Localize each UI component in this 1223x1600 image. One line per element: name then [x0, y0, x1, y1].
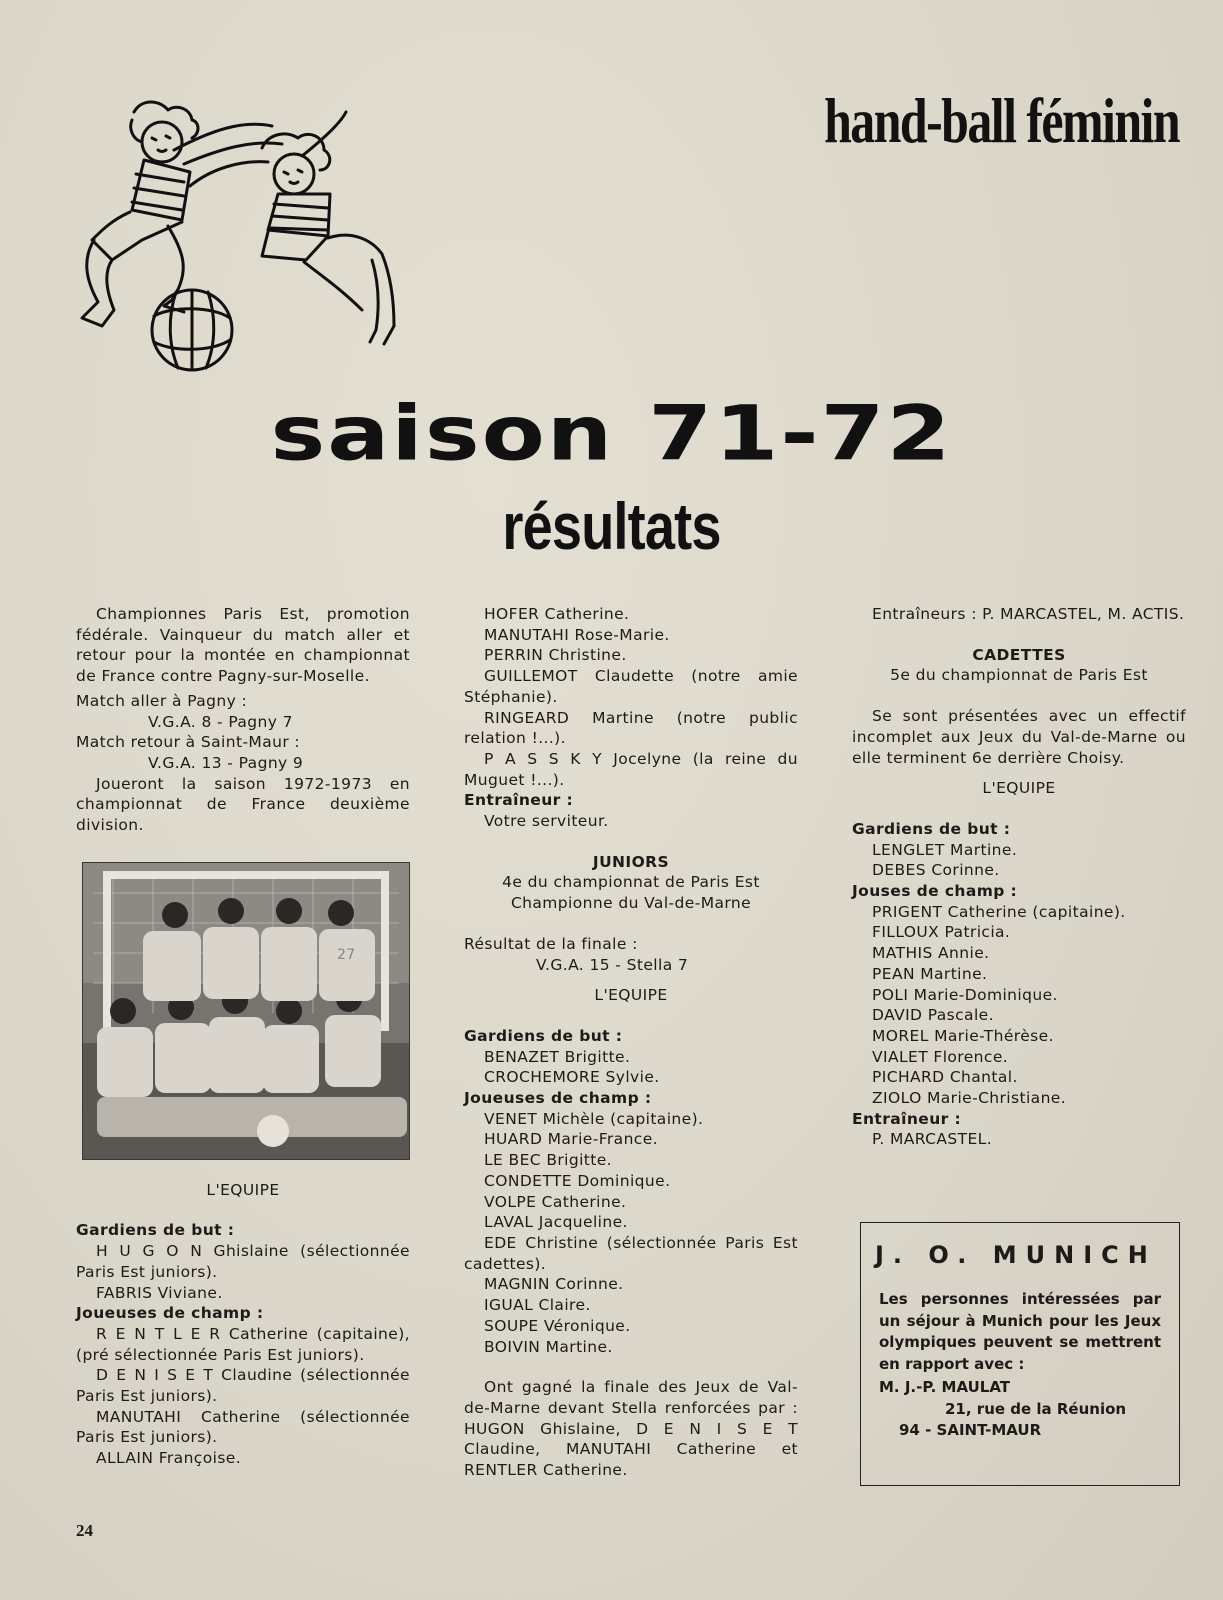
list-item: BENAZET Brigitte. — [484, 1047, 631, 1066]
column-1 — [76, 604, 410, 1469]
entraineur-label: Entraîneur : — [464, 791, 574, 810]
list-item: LAVAL Jacqueline. — [484, 1213, 628, 1232]
gardiens-label: Gardiens de but : — [852, 819, 1011, 838]
list-item: HUARD Marie-France. — [484, 1130, 658, 1149]
joueuses-label: Joueuses de champ : — [76, 1304, 264, 1323]
list-item: MOREL Marie-Thérèse. — [872, 1026, 1054, 1045]
list-item: D E N I S E T Claudine (sélectionnée Paris Est juniors). — [76, 1366, 410, 1406]
season-title: saison 71-72 — [270, 389, 953, 478]
intro-paragraph: Championnes Paris Est, promotion fédérale. Vainqueur du match aller et retour pour la montée en championnat de France contre Pagny-sur-Moselle. — [76, 605, 410, 686]
list-item: GUILLEMOT Claudette (notre amie Stéphanie). — [464, 667, 798, 706]
list-item: MANUTAHI Rose-Marie. — [484, 625, 670, 644]
list-item: PRIGENT Catherine (capitaine). — [872, 902, 1126, 921]
outro-paragraph: Joueront la saison 1972-1973 en championnat de France deuxième division. — [76, 774, 410, 835]
box-contact-name: M. J.-P. MAULAT — [879, 1378, 1011, 1396]
box-city: 94 - SAINT-MAUR — [899, 1421, 1042, 1439]
list-item: CONDETTE Dominique. — [484, 1171, 671, 1190]
entraineur-label: Entraîneur : — [852, 1109, 962, 1128]
list-item: EDE Christine (sélectionnée Paris Est cadettes). — [464, 1233, 798, 1273]
list-item: VOLPE Catherine. — [484, 1192, 627, 1211]
entraineurs-line: Entraîneurs : P. MARCASTEL, M. ACTIS. — [872, 605, 1185, 623]
joueuses-label: Joueuses de champ : — [464, 1089, 652, 1108]
list-item: PICHARD Chantal. — [872, 1068, 1018, 1087]
finale-label: Résultat de la finale : — [464, 934, 638, 953]
list-item: SOUPE Véronique. — [484, 1316, 631, 1335]
list-item: VENET Michèle (capitaine). — [484, 1109, 704, 1128]
match-aller-score: V.G.A. 8 - Pagny 7 — [148, 712, 293, 731]
list-item: DAVID Pascale. — [872, 1006, 994, 1025]
entraineur-value: P. MARCASTEL. — [872, 1130, 993, 1149]
juniors-rank: 4e du championnat de Paris Est — [502, 873, 760, 892]
page-number: 24 — [76, 1521, 93, 1540]
match-retour-score: V.G.A. 13 - Pagny 9 — [148, 753, 304, 772]
list-item: PEAN Martine. — [872, 964, 988, 983]
list-item: VIALET Florence. — [872, 1047, 1009, 1066]
entraineur-value: Votre serviteur. — [484, 812, 609, 831]
list-item: MANUTAHI Catherine (sélectionnée Paris Est juniors). — [76, 1407, 410, 1447]
list-item: MATHIS Annie. — [872, 944, 990, 963]
list-item: LENGLET Martine. — [872, 840, 1018, 859]
box-text: Les personnes intéressées par un séjour à Munich pour les Jeux olympiques peuvent se mettrent en rapport avec : — [879, 1290, 1161, 1373]
results-subtitle: résultats — [502, 489, 721, 563]
list-item: LE BEC Brigitte. — [484, 1151, 613, 1170]
list-item: ZIOLO Marie-Christiane. — [872, 1089, 1067, 1108]
box-street: 21, rue de la Réunion — [945, 1399, 1127, 1418]
equipe-heading: L'EQUIPE — [982, 779, 1056, 798]
list-item: R E N T L E R Catherine (capitaine), (pré sélectionnée Paris Est juniors). — [76, 1324, 410, 1364]
cadettes-paragraph: Se sont présentées avec un effectif incomplet aux Jeux du Val-de-Marne ou elle terminent 6e derrière Choisy. — [852, 707, 1186, 767]
munich-info-box — [860, 1222, 1180, 1486]
column-2 — [464, 604, 798, 1481]
list-item: POLI Marie-Dominique. — [872, 985, 1058, 1004]
list-item: H U G O N Ghislaine (sélectionnée Paris Est juniors). — [76, 1242, 410, 1281]
match-retour-label: Match retour à Saint-Maur : — [76, 733, 301, 752]
list-item: DEBES Corinne. — [872, 861, 1000, 880]
list-item: IGUAL Claire. — [484, 1296, 591, 1315]
list-item: P A S S K Y Jocelyne (la reine du Muguet !...). — [464, 749, 798, 789]
match-aller-label: Match aller à Pagny : — [76, 691, 248, 710]
list-item: RINGEARD Martine (notre public relation !...). — [464, 708, 798, 748]
outro-paragraph: Ont gagné la finale des Jeux de Val-de-Marne devant Stella renforcées par : HUGON Ghislaine, D E N I S E T Claudine, MANUTAHI Catherine et RENTLER Catherine. — [464, 1378, 798, 1480]
juniors-title-won: Championne du Val-de-Marne — [510, 894, 752, 913]
list-item: PERRIN Christine. — [484, 646, 627, 665]
juniors-heading: JUNIORS — [592, 852, 670, 871]
equipe-heading: L'EQUIPE — [594, 986, 668, 1005]
list-item: CROCHEMORE Sylvie. — [484, 1068, 660, 1087]
cadettes-rank: 5e du championnat de Paris Est — [890, 666, 1148, 685]
box-title: J. O. MUNICH — [875, 1241, 1157, 1269]
jersey-number: 27 — [337, 946, 356, 963]
list-item: FABRIS Viviane. — [96, 1283, 223, 1302]
finale-score: V.G.A. 15 - Stella 7 — [536, 955, 689, 974]
list-item: FILLOUX Patricia. — [872, 923, 1011, 942]
list-item: ALLAIN Françoise. — [96, 1449, 242, 1468]
joueuses-label: Jouses de champ : — [852, 882, 1018, 901]
section-header-title: hand-ball féminin — [824, 85, 1179, 156]
list-item: MAGNIN Corinne. — [484, 1275, 624, 1294]
list-item: BOIVIN Martine. — [484, 1337, 613, 1356]
handball-players-illustration — [72, 90, 412, 380]
list-item: HOFER Catherine. — [484, 605, 630, 623]
equipe-heading: L'EQUIPE — [206, 1180, 280, 1199]
cadettes-heading: CADETTES — [972, 645, 1066, 664]
gardiens-label: Gardiens de but : — [464, 1026, 623, 1045]
column-3 — [852, 604, 1186, 1150]
team-photo — [82, 862, 410, 1160]
team-photo-image — [83, 863, 409, 1159]
gardiens-label: Gardiens de but : — [76, 1221, 235, 1240]
